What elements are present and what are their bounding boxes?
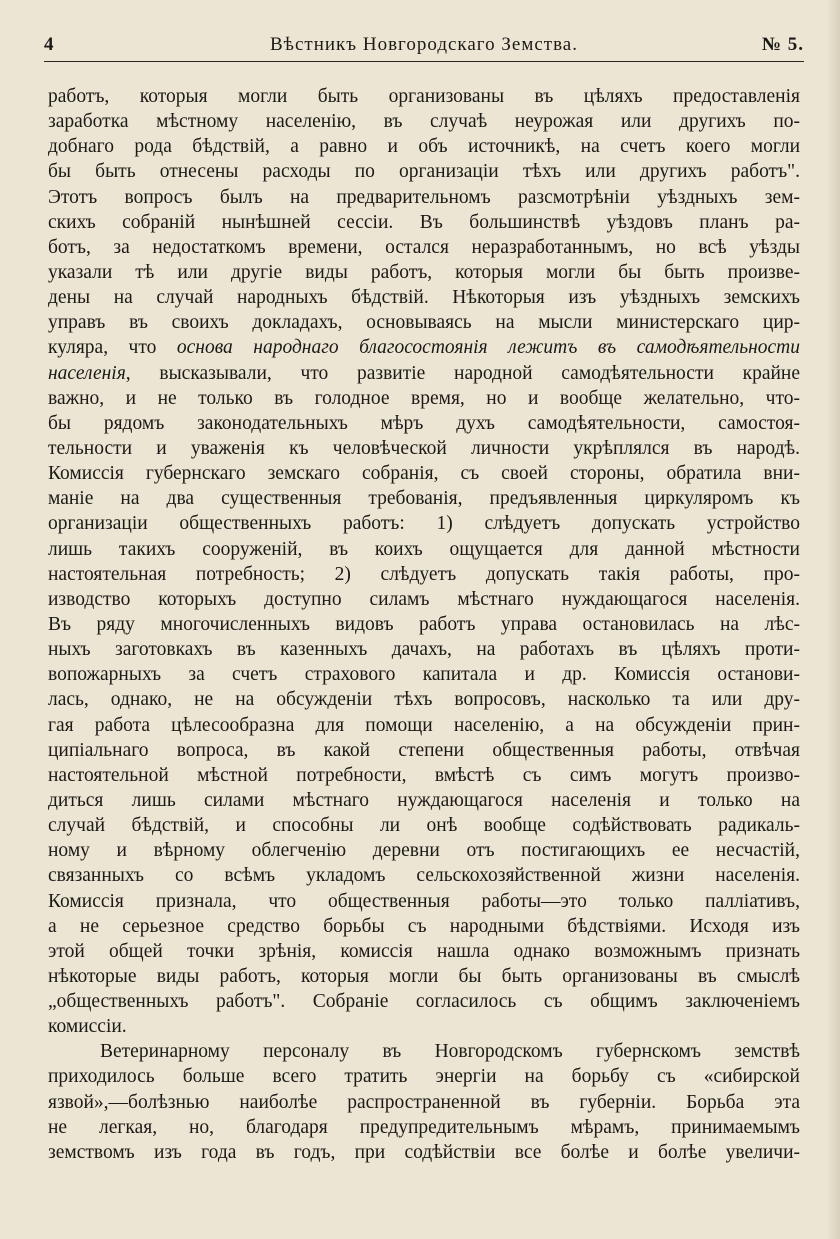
text-line: скихъ собраній нынѣшней сессіи. Въ большинствѣ уѣздовъ планъ ра- bbox=[48, 211, 800, 233]
text-line: маніе на два существенныя требованія, предъявленныя циркуляромъ къ bbox=[48, 488, 800, 510]
line-text: куляра, что bbox=[48, 337, 177, 359]
text-line: бы быть отнесены расходы по организаціи тѣхъ или другихъ работъ". bbox=[48, 161, 800, 183]
text-line: ботъ, за недостаткомъ времени, остался неразработаннымъ, но всѣ уѣзды bbox=[48, 236, 800, 258]
body-text bbox=[48, 84, 800, 1165]
text-line: дены на случай народныхъ бѣдствій. Нѣкоторыя изъ уѣздныхъ земскихъ bbox=[48, 287, 800, 309]
text-line: лась, однако, не на обсужденіи тѣхъ вопросовъ, насколько та или дру- bbox=[48, 689, 800, 711]
text-line: связанныхъ со всѣмъ укладомъ сельскохозяйственной жизни населенія. bbox=[48, 865, 800, 887]
text-line: приходилось больше всего тратить энергіи на борьбу съ «сибирской bbox=[48, 1066, 800, 1088]
text-line: лишь такихъ сооруженій, въ коихъ ощущается для данной мѣстности bbox=[48, 538, 800, 560]
issue-number: № 5. bbox=[761, 34, 804, 55]
text-line: диться лишь силами мѣстнаго нуждающагося населенія и только на bbox=[48, 789, 800, 811]
text-line: Этотъ вопросъ былъ на предварительномъ разсмотрѣніи уѣздныхъ зем- bbox=[48, 186, 800, 208]
text-line: управъ въ своихъ докладахъ, основываясь на мысли министерскаго цир- bbox=[48, 312, 800, 334]
text-line: земствомъ изъ года въ годъ, при содѣйствіи все болѣе и болѣе увеличи- bbox=[48, 1141, 800, 1163]
text-line: нѣкоторые виды работъ, которыя могли бы быть организованы въ смыслѣ bbox=[48, 965, 800, 987]
text-line: работъ, которыя могли быть организованы въ цѣляхъ предоставленія bbox=[48, 86, 800, 107]
text-line-with-italic bbox=[48, 335, 800, 360]
page-number: 4 bbox=[44, 34, 55, 55]
text-line: случай бѣдствій, и способны ли онѣ вообще содѣйствовать радикаль- bbox=[48, 815, 800, 837]
text-line: настоятельная потребность; 2) слѣдуетъ допускать такія работы, про- bbox=[48, 563, 800, 585]
text-line: организаціи общественныхъ работъ: 1) слѣдуетъ допускать устройство bbox=[48, 513, 800, 535]
text-line: ципіальнаго вопроса, въ какой степени общественныя работы, отвѣчая bbox=[48, 739, 800, 761]
text-line: тельности и уваженія къ человѣческой личности укрѣплялся въ народѣ. bbox=[48, 437, 800, 459]
italic-quote: населенія bbox=[48, 362, 126, 384]
text-line-with-italic bbox=[48, 361, 800, 386]
header-rule bbox=[44, 61, 804, 62]
text-line: важно, и не только въ голодное время, но и вообще желательно, что- bbox=[48, 387, 800, 409]
text-line: вопожарныхъ за счетъ страхового капитала и др. Комиссія останови- bbox=[48, 664, 800, 686]
text-line: Въ ряду многочисленныхъ видовъ работъ управа остановилась на лѣс- bbox=[48, 613, 800, 635]
text-line: язвой»,—болѣзнью наиболѣе распространенной въ губерніи. Борьба эта bbox=[48, 1091, 800, 1113]
text-line: бы рядомъ законодательныхъ мѣръ духъ самодѣятельности, самостоя- bbox=[48, 412, 800, 434]
text-line: заработка мѣстному населенію, въ случаѣ неурожая или другихъ по- bbox=[48, 111, 800, 133]
journal-title: Вѣстникъ Новгородскаго Земства. bbox=[270, 34, 578, 55]
italic-quote: основа народнаго благосостоянія лежитъ въ самодѣятельности bbox=[176, 337, 800, 359]
text-line: а не серьезное средство борьбы съ народными бѣдствіями. Исходя изъ bbox=[48, 915, 800, 937]
text-line: Комиссія признала, что общественныя работы—это только палліативъ, bbox=[48, 890, 800, 912]
text-line: изводство которыхъ доступно силамъ мѣстнаго нуждающагося населенія. bbox=[48, 588, 800, 610]
text-line: добнаго рода бѣдствій, а равно и объ источникѣ, на счетъ коего могли bbox=[48, 136, 800, 158]
text-line: не легкая, но, благодаря предупредительнымъ мѣрамъ, принимаемымъ bbox=[48, 1116, 800, 1138]
paragraph-start-line: Ветеринарному персоналу въ Новгородскомъ губернскомъ земствѣ bbox=[100, 1041, 800, 1063]
text-line: этой общей точки зрѣнія, комиссія нашла однако возможнымъ признать bbox=[48, 940, 800, 962]
text-line: Комиссія губернскаго земскаго собранія, съ своей стороны, обратила вни- bbox=[48, 463, 800, 485]
running-header bbox=[44, 30, 804, 60]
text-line: ныхъ заготовкахъ въ казенныхъ дачахъ, на работахъ въ цѣляхъ проти- bbox=[48, 639, 800, 661]
text-line: ному и вѣрному облегченію деревни отъ постигающихъ ее несчастій, bbox=[48, 840, 800, 862]
text-line: указали тѣ или другіе виды работъ, которыя могли бы быть произве- bbox=[48, 261, 800, 283]
paragraph-end-line: комиссіи. bbox=[48, 1016, 127, 1038]
text-line: „общественныхъ работъ". Собраніе согласилось съ общимъ заключеніемъ bbox=[48, 991, 800, 1013]
line-text: , высказывали, что развитіе народной самодѣятельности крайне bbox=[125, 362, 800, 384]
text-line: гая работа цѣлесообразна для помощи населенію, а на обсужденіи прин- bbox=[48, 714, 800, 736]
page-edge-shadow bbox=[826, 0, 840, 1239]
text-line: настоятельной мѣстной потребности, вмѣстѣ съ симъ могутъ произво- bbox=[48, 764, 800, 786]
